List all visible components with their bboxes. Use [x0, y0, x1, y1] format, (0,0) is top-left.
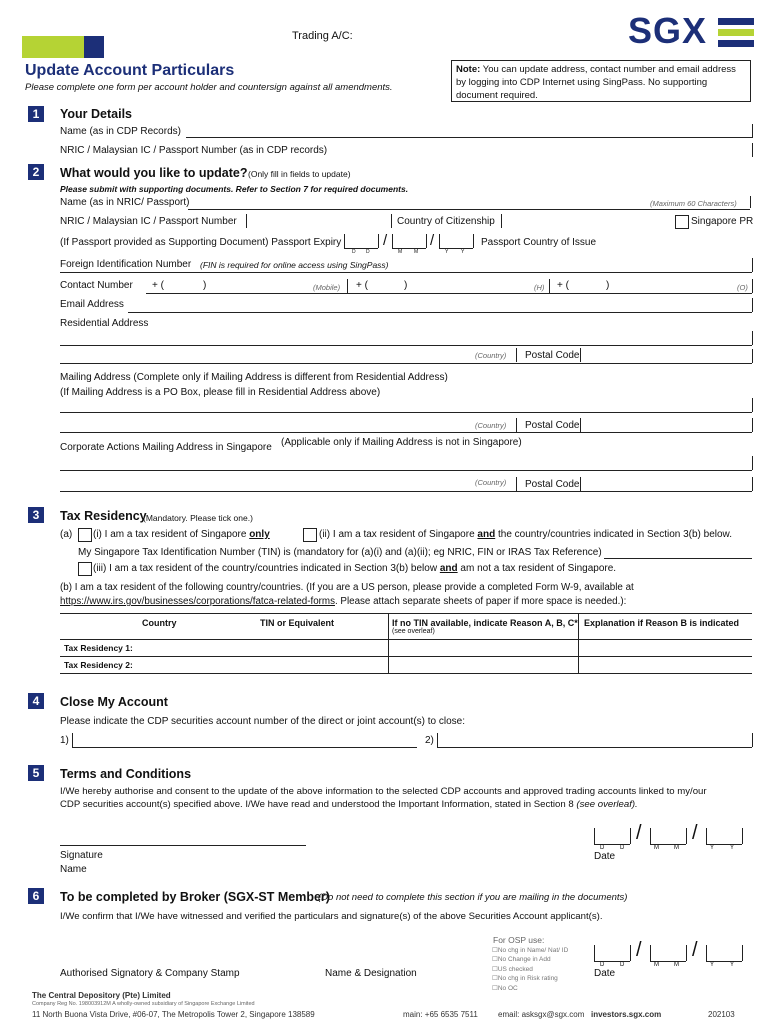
s3-opt-ii-and: and — [477, 529, 496, 540]
accent-green-bar — [22, 36, 84, 58]
s6-auth: Authorised Signatory & Company Stamp — [60, 968, 240, 979]
singapore-pr-checkbox[interactable] — [675, 215, 689, 229]
s2-corp-country: (Country) — [475, 478, 507, 487]
s4-one-bar — [72, 733, 73, 747]
date-d-label: D — [366, 249, 370, 255]
s2-instruction: Please submit with supporting documents. Refer to Section 7 for required documents. — [60, 184, 409, 194]
date-bar — [473, 234, 474, 248]
s2-id-end — [246, 214, 247, 228]
date-bar — [426, 234, 427, 248]
table-row-1: Tax Residency 1: — [64, 643, 133, 653]
date-bar — [650, 828, 651, 844]
s5-date-label: Date — [594, 851, 616, 862]
osp-item: ☐No chg in Name/ Nat/ ID — [492, 947, 569, 954]
s2-id-label: NRIC / Malaysian IC / Passport Number — [60, 216, 237, 227]
s2-pr-label: Singapore PR — [691, 216, 754, 227]
s5-text-1: I/We hereby authorise and consent to the update of the above information to the selected CDP accounts and approved trading accounts linked to my/our — [60, 786, 707, 797]
osp-list — [492, 946, 568, 993]
section-4-title: Close My Account — [60, 695, 168, 709]
s2-res-input-2[interactable] — [60, 363, 752, 364]
s2-home-end — [549, 279, 550, 293]
s3-opt-iii — [93, 563, 616, 574]
s2-fin-label: Foreign Identification Number — [60, 259, 192, 270]
s4-instruction: Please indicate the CDP securities account number of the direct or joint account(s) to close: — [60, 716, 466, 727]
s2-contact-prefix: + ( — [152, 280, 164, 291]
s3-tin-line: My Singapore Tax Identification Number (TIN) is (mandatory for (a)(i) and (a)(ii); eg NRIC, FIN or IRAS Tax Reference) — [78, 547, 602, 558]
s2-name-input[interactable] — [188, 209, 750, 210]
date-bar — [594, 945, 595, 961]
s4-end — [752, 733, 753, 747]
sgx-logo: SGX — [628, 14, 754, 50]
s2-office-label: (O) — [737, 283, 748, 292]
s2-corp-label: Corporate Actions Mailing Address in Singapore — [60, 442, 272, 453]
date-y-label: Y — [461, 249, 465, 255]
s5-text-2 — [60, 799, 638, 810]
osp-item: ☐No Change in Add — [492, 956, 551, 964]
date-bar — [706, 828, 707, 844]
date-y-label: Y — [730, 845, 735, 851]
section-2-title: What would you like to update? — [60, 166, 248, 180]
section-1-title: Your Details — [60, 107, 133, 121]
date-slash: / — [692, 939, 698, 961]
s2-mailing-note: (If Mailing Address is a PO Box, please fill in Residential Address above) — [60, 387, 381, 398]
date-d-label: D — [600, 845, 605, 851]
date-bar — [378, 234, 379, 248]
page-title: Update Account Particulars — [25, 62, 235, 79]
table-col-divider — [388, 613, 389, 673]
s2-home-close: ) — [404, 280, 408, 291]
date-slash: / — [692, 822, 698, 844]
date-bar — [594, 828, 595, 844]
s3-opt-i — [93, 529, 270, 540]
s2-office-paren: + ( — [557, 280, 569, 291]
s2-mobile-label: (Mobile) — [313, 283, 341, 292]
s2-mail-input-2[interactable] — [60, 432, 752, 433]
s2-res-postal-end — [580, 348, 581, 362]
s1-id-end — [752, 143, 753, 157]
s6-title-note: (Do not need to complete this section if you are mailing in the documents) — [318, 892, 628, 903]
s2-contact-label: Contact Number — [60, 280, 133, 291]
s2-email-label: Email Address — [60, 299, 124, 310]
table-row-2: Tax Residency 2: — [64, 660, 133, 670]
date-bar — [344, 234, 345, 248]
section-3-number: 3 — [28, 507, 44, 523]
logo-stripe-3 — [718, 40, 754, 47]
section-6-title: To be completed by Broker (SGX-ST Member) — [60, 890, 330, 904]
s3-opt-i-only: only — [249, 529, 270, 540]
s2-title-note: (Only fill in fields to update) — [248, 169, 351, 179]
footer-code: 202103 — [708, 1010, 735, 1019]
s2-mail-postal: Postal Code — [525, 420, 580, 431]
s5-signature: Signature — [60, 850, 103, 861]
s4-two-bar — [437, 733, 438, 747]
footer-company: The Central Depository (Pte) Limited — [32, 991, 171, 1000]
s2-corp-end-1 — [752, 456, 753, 470]
s2-corp-end-2 — [752, 477, 753, 491]
s6-date-field[interactable] — [594, 939, 744, 975]
s2-home-label: (H) — [534, 283, 545, 292]
s2-res-country: (Country) — [475, 351, 507, 360]
date-bar — [686, 828, 687, 844]
s4-account-1-input[interactable] — [72, 747, 417, 748]
date-m-label: M — [398, 249, 403, 255]
s2-corp-country-end — [516, 477, 517, 491]
section-2-number: 2 — [28, 164, 44, 180]
date-bar — [439, 234, 440, 248]
osp-item: ☐US checked — [492, 965, 533, 973]
tax-residency-table — [60, 613, 752, 675]
table-header-reason: If no TIN available, indicate Reason A, B, C* — [392, 618, 578, 628]
page-subtitle: Please complete one form per account holder and countersign against all amendments. — [25, 82, 393, 93]
footer-main: main: +65 6535 7511 — [403, 1010, 478, 1019]
s2-corp-postal-end — [580, 477, 581, 491]
date-slash: / — [636, 822, 642, 844]
date-y-label: Y — [710, 845, 715, 851]
s5-date-field[interactable] — [594, 822, 744, 858]
section-5-title: Terms and Conditions — [60, 767, 192, 781]
footer-reg: Company Reg No. 198003912M A wholly-owned subsidiary of Singapore Exchange Limited — [32, 1001, 255, 1007]
osp-item-text: No chg in Name/ Nat/ ID — [497, 947, 569, 954]
table-header-sub: (see overleaf) — [392, 628, 435, 635]
s2-corp-note: (Applicable only if Mailing Address is not in Singapore) — [281, 437, 522, 448]
date-m-label: M — [654, 962, 659, 968]
s2-expiry-label: (If Passport provided as Supporting Document) Passport Expiry — [60, 237, 342, 248]
s3-opt-iii-pre: (iii) I am a tax resident of the country/countries indicated in Section 3(b) below — [93, 563, 438, 574]
s2-res-end-1 — [752, 331, 753, 345]
s2-mail-country-end — [516, 418, 517, 432]
osp-item: ☐No OC — [492, 984, 518, 992]
s2-passport-country-label: Passport Country of Issue — [481, 237, 597, 248]
footer-web[interactable]: investors.sgx.com — [591, 1010, 662, 1019]
date-y-label: Y — [710, 962, 715, 968]
osp-item-text: US checked — [497, 965, 533, 973]
date-slash: / — [636, 939, 642, 961]
table-row-line — [60, 656, 752, 657]
date-m-label: M — [674, 845, 679, 851]
s2-email-input[interactable] — [128, 312, 752, 313]
s3-opt-ii — [319, 529, 732, 540]
osp-item-text: No Change in Add — [497, 956, 551, 964]
s3-opt-i-text: (i) I am a tax resident of Singapore — [93, 529, 247, 540]
s3-opt-iii-and: and — [439, 563, 458, 574]
s1-name-input[interactable] — [186, 137, 752, 138]
section-6-number: 6 — [28, 888, 44, 904]
s3-b-text2: . Please attach separate sheets of paper if more space is needed.): — [334, 596, 627, 607]
table-header-tin: TIN or Equivalent — [260, 618, 335, 628]
date-m-label: M — [674, 962, 679, 968]
date-bar — [706, 945, 707, 961]
s2-name-label: Name (as in NRIC/ Passport) — [60, 197, 190, 208]
s3-title-note: (Mandatory. Please tick one.) — [143, 513, 253, 523]
s3-opt-iii-post: am not a tax resident of Singapore. — [460, 563, 617, 574]
s2-res-label: Residential Address — [60, 318, 149, 329]
date-bar — [742, 828, 743, 844]
osp-item: ☐No chg in Risk rating — [492, 975, 558, 983]
s4-account-2-input[interactable] — [437, 747, 752, 748]
s3-b-line2 — [60, 596, 626, 607]
footer-email: email: asksgx@sgx.com — [498, 1010, 585, 1019]
tax-option-iii-checkbox[interactable] — [78, 562, 92, 576]
s2-res-input-1[interactable] — [60, 345, 752, 346]
s2-fin-input[interactable] — [60, 272, 752, 273]
s3-opt-ii-pre: (ii) I am a tax resident of Singapore — [319, 529, 475, 540]
accent-navy-bar — [84, 36, 104, 58]
signature-line[interactable] — [60, 845, 306, 846]
date-bar — [630, 945, 631, 961]
date-bar — [650, 945, 651, 961]
date-bar — [742, 945, 743, 961]
s1-name-label: Name (as in CDP Records) — [60, 126, 181, 137]
s2-corp-postal: Postal Code — [525, 479, 580, 490]
s2-mail-country: (Country) — [475, 421, 507, 430]
s2-mail-postal-end — [580, 418, 581, 432]
s5-text-2-italic: (see overleaf). — [576, 799, 638, 810]
s3-b-text: (b) I am a tax resident of the following country/countries. (If you are a US person, please provide a completed Form W-9, available at — [60, 582, 634, 593]
s2-mailing-label: Mailing Address (Complete only if Mailing Address is different from Residential Address) — [60, 372, 448, 383]
s3-tin-input[interactable] — [604, 558, 752, 559]
s1-id-label: NRIC / Malaysian IC / Passport Number (as in CDP records) — [60, 145, 328, 156]
s3-a-prefix: (a) — [60, 529, 73, 540]
trading-ac-label: Trading A/C: — [292, 30, 353, 42]
date-bar — [686, 945, 687, 961]
osp-label: For OSP use: — [493, 935, 545, 945]
s2-home-paren: + ( — [356, 280, 368, 291]
s2-contact-close: ) — [203, 280, 207, 291]
date-bar — [630, 828, 631, 844]
date-d-label: D — [620, 845, 625, 851]
s1-name-end — [752, 124, 753, 138]
table-bottom-line — [60, 673, 752, 674]
s2-res-end-2 — [752, 349, 753, 363]
tax-option-ii-checkbox[interactable] — [303, 528, 317, 542]
date-y-label: Y — [445, 249, 449, 255]
s2-citizen-end — [501, 214, 502, 228]
table-header-explanation: Explanation if Reason B is indicated — [584, 618, 740, 628]
section-1-number: 1 — [28, 106, 44, 122]
osp-item-text: No OC — [497, 984, 518, 992]
s2-mail-end-2 — [752, 418, 753, 432]
table-top-line — [60, 613, 752, 614]
s2-mail-end-1 — [752, 398, 753, 412]
table-col-divider — [578, 613, 579, 673]
s2-mail-input-1[interactable] — [60, 412, 752, 413]
note-label: Note: — [456, 64, 481, 75]
date-slash: / — [383, 232, 388, 249]
date-m-label: M — [654, 845, 659, 851]
s2-max-chars: (Maximum 60 Characters) — [650, 199, 737, 208]
s2-contact-input[interactable] — [146, 293, 752, 294]
s6-date-label: Date — [594, 968, 616, 979]
date-d-label: D — [620, 962, 625, 968]
date-y-label: Y — [730, 962, 735, 968]
s2-res-postal: Postal Code — [525, 350, 580, 361]
s5-text-2-main: CDP securities account(s) specified above. I/We have read and understood the Important Information, stated in Section 8 — [60, 799, 574, 810]
section-5-number: 5 — [28, 765, 44, 781]
s2-corp-input-2[interactable] — [60, 491, 752, 492]
s6-confirm: I/We confirm that I/We have witnessed and verified the particulars and signature(s) of the above Securities Account applicant(s). — [60, 911, 603, 922]
s6-name-desig: Name & Designation — [325, 968, 417, 979]
passport-expiry-date[interactable] — [344, 234, 474, 254]
osp-item-text: No chg in Risk rating — [497, 975, 558, 983]
footer-address: 11 North Buona Vista Drive, #06-07, The Metropolis Tower 2, Singapore 138589 — [32, 1010, 315, 1019]
w9-link[interactable]: https://www.irs.gov/businesses/corporations/fatca-related-forms — [60, 596, 335, 607]
s2-citizen-start — [391, 214, 392, 228]
s2-fin-note: (FIN is required for online access using SingPass) — [200, 260, 389, 270]
logo-stripe-2 — [718, 29, 754, 36]
date-bar — [392, 234, 393, 248]
note-text: You can update address, contact number and email address by logging into CDP Internet using SingPass. No supporting document required. — [456, 64, 736, 101]
date-day-line — [344, 248, 378, 249]
date-slash: / — [430, 232, 435, 249]
s2-corp-input-1[interactable] — [60, 470, 752, 471]
s2-contact-end — [752, 279, 753, 293]
section-3-title: Tax Residency — [60, 509, 147, 523]
table-header-country: Country — [142, 618, 177, 628]
s2-email-end — [752, 298, 753, 312]
section-4-number: 4 — [28, 693, 44, 709]
s4-two: 2) — [425, 735, 434, 746]
s2-office-close: ) — [606, 280, 610, 291]
s4-one: 1) — [60, 735, 69, 746]
s2-mobile-end — [347, 279, 348, 293]
trading-ac-line — [366, 42, 616, 43]
date-m-label: M — [414, 249, 419, 255]
s2-fin-end — [752, 258, 753, 272]
note-box — [451, 60, 751, 102]
s5-name: Name — [60, 864, 87, 875]
logo-stripe-1 — [718, 18, 754, 25]
date-d-label: D — [352, 249, 356, 255]
s2-name-end — [750, 196, 751, 208]
s2-citizenship-label: Country of Citizenship — [397, 216, 495, 227]
date-d-label: D — [600, 962, 605, 968]
s2-res-country-end — [516, 348, 517, 362]
tax-option-i-checkbox[interactable] — [78, 528, 92, 542]
table-header-line — [60, 639, 752, 640]
s3-opt-ii-post: the country/countries indicated in Section 3(b) below. — [497, 529, 733, 540]
